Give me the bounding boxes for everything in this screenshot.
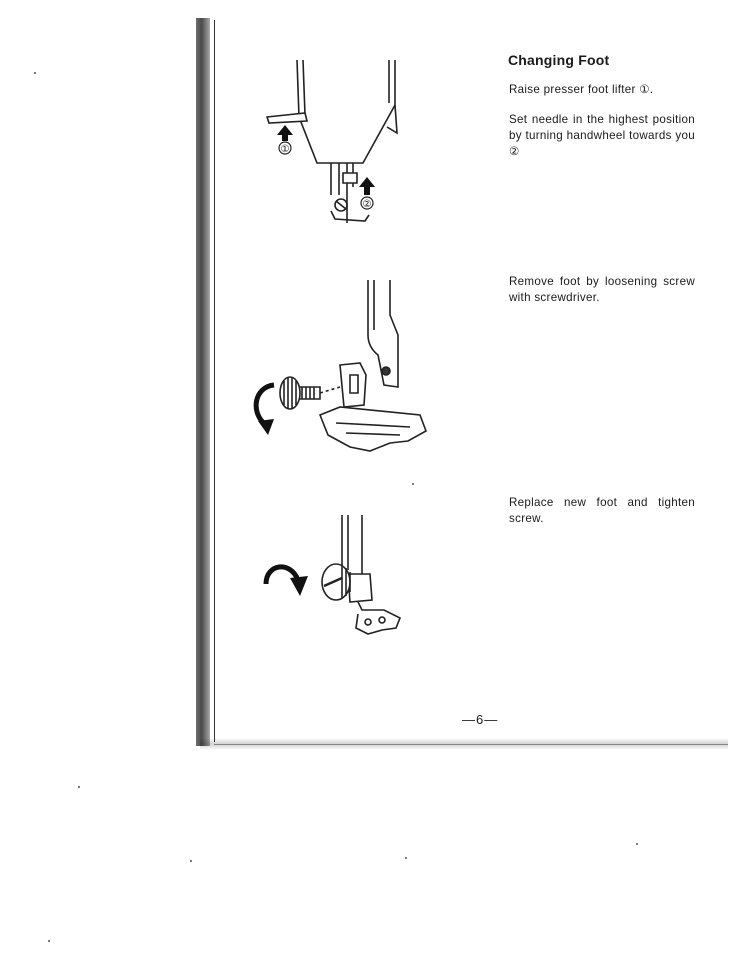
figure-remove-foot	[240, 275, 440, 475]
up-arrow-icon	[277, 125, 293, 141]
page-number: —6—	[462, 712, 499, 727]
rotate-arrow-icon	[256, 385, 274, 435]
binding-spine	[196, 18, 210, 746]
step-raise-presser-foot: Raise presser foot lifter ①.	[509, 83, 654, 96]
step-set-needle-highest: Set needle in the highest position by turning handwheel towards you ②	[509, 113, 695, 158]
figure-callout-1: ①	[280, 144, 290, 155]
scan-speck	[78, 786, 80, 788]
scan-speck	[636, 843, 638, 845]
up-arrow-icon	[359, 177, 375, 195]
figure-raise-presser-foot	[255, 55, 445, 235]
scan-speck	[190, 860, 192, 862]
scan-speck	[34, 72, 36, 74]
scan-speck	[405, 857, 407, 859]
rotate-arrow-icon	[266, 567, 308, 596]
scan-speck	[412, 483, 414, 485]
page-bottom-edge	[214, 744, 728, 745]
scan-speck	[48, 940, 50, 942]
binding-edge-line	[214, 20, 215, 742]
step-remove-foot: Remove foot by loosening screw with screwdriver.	[509, 275, 695, 304]
figure-callout-2: ②	[362, 199, 372, 210]
step-replace-foot: Replace new foot and tighten screw.	[509, 496, 695, 525]
section-heading: Changing Foot	[508, 52, 610, 68]
figure-replace-foot	[250, 510, 430, 660]
